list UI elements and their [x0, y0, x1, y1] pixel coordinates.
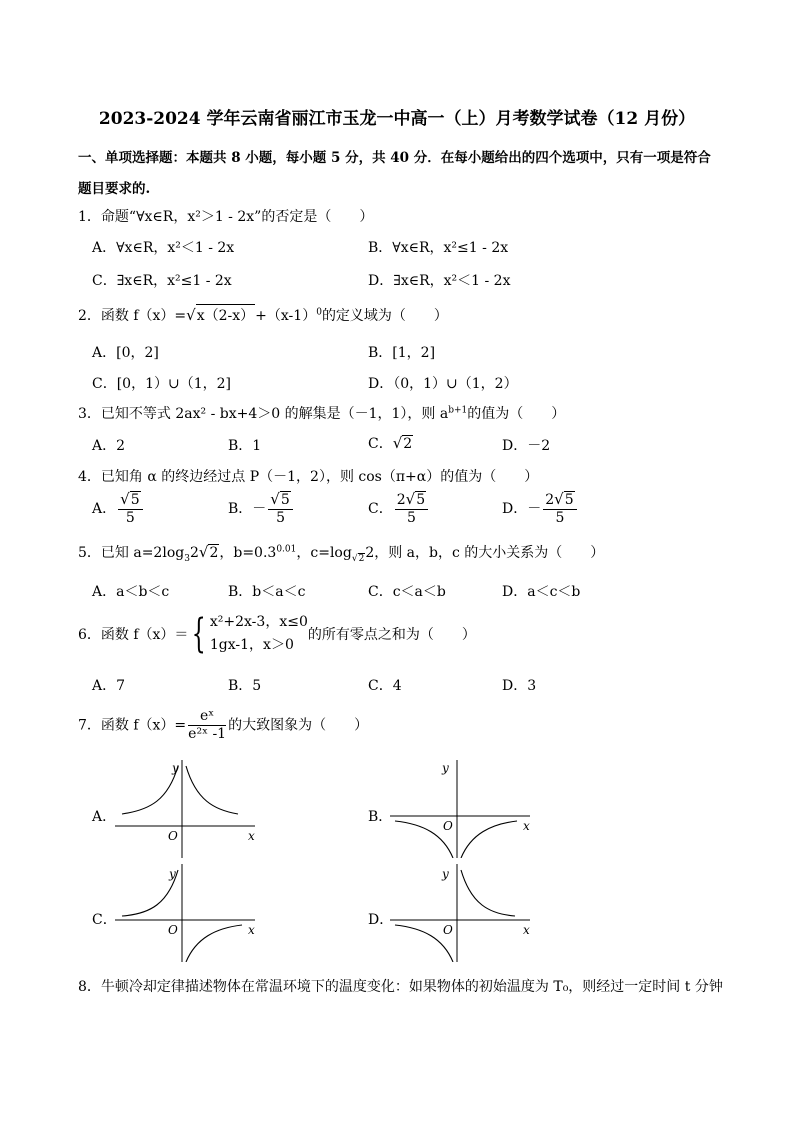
q1-option-a[interactable]: A．∀x∈R，x²＜1 - 2x — [92, 240, 235, 256]
q2-option-c[interactable]: C．[0，1）∪（1，2] — [92, 376, 231, 392]
origin-label: O — [443, 819, 453, 833]
q6-option-a[interactable]: A．7 — [92, 678, 126, 694]
x-label: x — [523, 819, 530, 833]
curve-right — [186, 766, 238, 814]
q6-case-2: 1gx-1，x＞0 — [209, 637, 294, 653]
q4-option-a[interactable]: A． $\frac{√5}{5}$ — [92, 491, 145, 527]
q7-option-d[interactable]: D． — [368, 912, 394, 928]
q4-a-denominator: 5 — [125, 510, 135, 526]
q5-option-d[interactable]: D．a＜c＜b — [502, 584, 581, 600]
q4-option-c-label: C． — [368, 501, 393, 517]
page-title: 2023-2024 学年云南省丽江市玉龙一中高一（上）月考数学试卷（12 月份） — [98, 109, 696, 129]
x-label: x — [523, 923, 530, 937]
q5-c-base: 2 — [358, 553, 365, 564]
q4-c-radicand: 5 — [416, 492, 426, 508]
q6-option-c[interactable]: C．4 — [368, 678, 402, 694]
curve-right — [461, 821, 517, 858]
q2-prefix: 2．函数 f（x）= — [78, 308, 187, 324]
question-2-stem: 2．函数 $f(x)=√x(2-x)+(x-1)^0$的定义域为（ ） — [78, 306, 448, 324]
q1-option-c[interactable]: C．∃x∈R，x²≤1 - 2x — [92, 273, 232, 289]
q4-option-d-label: D． — [502, 501, 528, 517]
q3-option-c-label: C． — [368, 436, 393, 452]
y-label: y — [169, 867, 176, 881]
q4-b-radicand: 5 — [280, 492, 290, 508]
y-label: y — [442, 761, 449, 775]
q2-mid: +（x-1） — [255, 308, 317, 324]
q6-option-d[interactable]: D．3 — [502, 678, 537, 694]
q5-c-arg: 2 — [365, 545, 375, 561]
q1-option-b[interactable]: B．∀x∈R，x²≤1 - 2x — [368, 240, 509, 256]
q2-radicand: x（2-x） — [196, 304, 255, 325]
q7-prefix: 7．函数 f（x）= — [78, 717, 187, 734]
q4-d-coef: 2 — [545, 492, 555, 508]
origin-label: O — [168, 829, 178, 843]
q4-d-minus: － — [527, 501, 542, 517]
q4-b-denominator: 5 — [276, 510, 285, 526]
q2-option-a[interactable]: A．[0，2] — [92, 345, 159, 361]
q3-option-c-radicand: 2 — [403, 436, 413, 452]
q3-option-c[interactable]: C．√2 — [368, 434, 413, 452]
q5-a-radicand: 2 — [209, 545, 219, 561]
q5-b-expr: ，b=0.3 — [219, 545, 277, 561]
question-7-stem — [78, 708, 368, 743]
q3-option-b[interactable]: B．1 — [228, 438, 262, 454]
q5-a-expr: 5．已知 a=2log — [78, 545, 185, 561]
question-3-stem — [78, 403, 565, 423]
q4-option-d[interactable]: D．－ $\frac{2√5}{5}$ — [502, 491, 579, 527]
origin-label: O — [443, 923, 453, 937]
q1-option-d[interactable]: D．∃x∈R，x²＜1 - 2x — [368, 273, 511, 289]
q6-suffix: 的所有零点之和为（ ） — [307, 627, 476, 643]
q6-cases — [210, 611, 308, 657]
x-label: x — [248, 829, 255, 843]
q4-option-b-label: B． — [228, 501, 253, 517]
q7-graph-a — [110, 758, 260, 858]
q2-suffix: 的定义域为（ ） — [321, 308, 448, 324]
q5-log-base: 3 — [184, 553, 190, 564]
question-6-stem — [78, 611, 476, 657]
q5-stem-end: ，则 a，b，c 的大小关系为（ ） — [374, 545, 605, 561]
q7-denominator: e²ˣ -1 — [188, 726, 227, 742]
curve-left — [122, 766, 178, 814]
q2-exponent: 0 — [316, 307, 322, 318]
q3-option-a[interactable]: A．2 — [92, 438, 126, 454]
question-1-stem: 1．命题“∀x∈R，x²＞1 - 2x”的否定是（ ） — [78, 209, 374, 225]
section-heading: 一、单项选择题：本题共 8 小题，每小题 5 分，共 40 分．在每小题给出的四个选项中，只有一项是符合 — [78, 150, 711, 166]
q4-a-radicand: 5 — [130, 492, 140, 508]
q5-b-exponent: 0.01 — [276, 544, 297, 555]
question-5-stem: 5．已知 $a=2\log_32√2$，$b=0.3^{0.01}$，$c=\log_{√2}2$，则 a，b，c 的大小关系为（ ） — [78, 543, 605, 564]
origin-label: O — [168, 923, 178, 937]
q7-option-a[interactable]: A． — [92, 809, 117, 825]
q3-option-d[interactable]: D．－2 — [502, 438, 551, 454]
q7-suffix: 的大致图象为（ ） — [228, 717, 369, 734]
q5-option-c[interactable]: C．c＜a＜b — [368, 584, 446, 600]
q3-exponent: b+1 — [448, 405, 468, 416]
q3-stem-post: 的值为（ ） — [467, 406, 566, 422]
q4-b-minus: － — [252, 501, 267, 517]
question-4-stem: 4．已知角 α 的终边经过点 P（－1，2），则 cos（π+α）的值为（ ） — [78, 469, 539, 485]
y-label: y — [442, 867, 449, 881]
q5-option-b[interactable]: B．b＜a＜c — [228, 584, 306, 600]
x-label: x — [248, 923, 255, 937]
q6-brace: { — [192, 611, 207, 657]
q4-c-denominator: 5 — [406, 510, 416, 526]
q6-option-b[interactable]: B．5 — [228, 678, 262, 694]
q7-numerator: eˣ — [188, 708, 226, 726]
q7-option-c[interactable]: C． — [92, 912, 117, 928]
curve-right — [461, 870, 515, 916]
section-heading-cont: 题目要求的. — [78, 181, 151, 197]
q5-c-expr: ，c=log — [296, 545, 352, 561]
q7-graph-c — [110, 862, 260, 962]
q6-case-1: x²+2x-3，x≤0 — [209, 614, 308, 630]
q5-option-a[interactable]: A．a＜b＜c — [92, 584, 170, 600]
q4-d-radicand: 5 — [564, 492, 574, 508]
curve-right — [186, 925, 242, 962]
y-label: y — [172, 761, 179, 775]
q6-prefix: 6．函数 f（x）＝ — [78, 627, 189, 643]
q5-a-coef: 2 — [189, 545, 199, 561]
q4-option-b[interactable]: B．－ $\frac{√5}{5}$ — [228, 491, 295, 527]
q4-d-denominator: 5 — [555, 510, 565, 526]
q7-option-b[interactable]: B． — [368, 809, 393, 825]
q4-option-c[interactable]: C． $\frac{2√5}{5}$ — [368, 491, 430, 527]
q2-option-b[interactable]: B．[1，2] — [368, 345, 436, 361]
q4-c-coef: 2 — [396, 492, 406, 508]
q3-stem-pre: 3．已知不等式 2ax² - bx+4＞0 的解集是（－1，1），则 a — [78, 406, 449, 422]
question-8-stem: 8．牛顿冷却定律描述物体在常温环境下的温度变化：如果物体的初始温度为 T₀，则经过一定时间 t 分钟 — [78, 979, 723, 995]
q7-graph-b — [385, 758, 535, 858]
q7-graph-d — [385, 862, 535, 962]
q2-option-d[interactable]: D．（0，1）∪（1，2） — [368, 376, 518, 392]
q4-option-a-label: A． — [92, 501, 117, 517]
